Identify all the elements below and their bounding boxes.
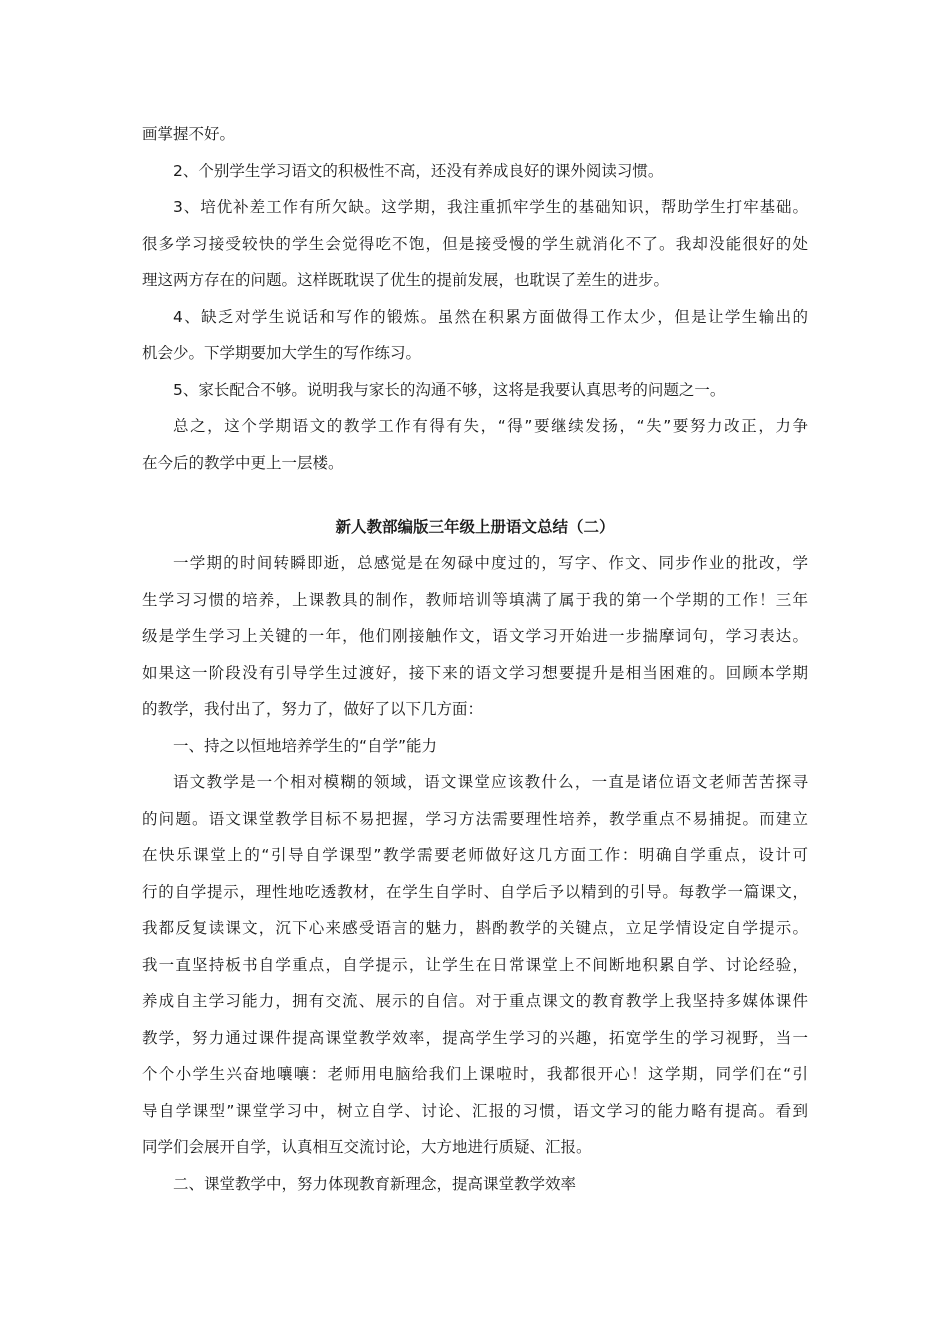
paragraph-line: 画掌握不好。 (142, 125, 236, 143)
paragraph-line: 导自学课型”课堂学习中，树立自学、讨论、汇报的习惯，语文学习的能力略有提高。看到 (142, 1101, 808, 1120)
paragraph-line: 很多学习接受较快的学生会觉得吃不饱，但是接受慢的学生就消化不了。我却没能很好的处 (142, 234, 808, 253)
paragraph-line: 我一直坚持板书自学重点，自学提示，让学生在日常课堂上不间断地积累自学、讨论经验， (142, 955, 808, 974)
paragraph-line: 同学们会展开自学，认真相互交流讨论，大方地进行质疑、汇报。 (142, 1138, 592, 1156)
document-page (142, 116, 808, 1202)
paragraph-line: 在快乐课堂上的“引导自学课型”教学需要老师做好这几方面工作：明确自学重点，设计可 (142, 846, 808, 864)
paragraph-line: 的问题。语文课堂教学目标不易把握，学习方法需要理性培养，教学重点不易捕捉。而建立 (142, 809, 808, 828)
paragraph-line: 机会少。下学期要加大学生的写作练习。 (142, 344, 422, 362)
paragraph-line: 总之，这个学期语文的教学工作有得有失，“得”要继续发扬，“失”要努力改正，力争 (173, 417, 808, 435)
paragraph-line: 2、个别学生学习语文的积极性不高，还没有养成良好的课外阅读习惯。 (173, 161, 664, 180)
paragraph-line: 3、培优补差工作有所欠缺。这学期，我注重抓牢学生的基础知识，帮助学生打牢基础。 (173, 198, 808, 216)
paragraph-line: 养成自主学习能力，拥有交流、展示的自信。对于重点课文的教育教学上我坚持多媒体课件 (142, 992, 808, 1010)
paragraph-line: 教学，努力通过课件提高课堂教学效率，提高学生学习的兴趣，拓宽学生的学习视野，当一 (142, 1028, 808, 1047)
paragraph-line: 一学期的时间转瞬即逝，总感觉是在匆碌中度过的，写字、作文、同步作业的批改，学 (173, 554, 808, 572)
paragraph-line: 个个小学生兴奋地嚷嚷：老师用电脑给我们上课啦时，我都很开心！这学期，同学们在“引 (142, 1065, 808, 1083)
paragraph-line: 生学习习惯的培养，上课教具的制作，教师培训等填满了属于我的第一个学期的工作！三年 (142, 590, 808, 609)
paragraph-line: 在今后的教学中更上一层楼。 (142, 453, 344, 472)
subheading-line: 二、课堂教学中，努力体现教育新理念，提高课堂教学效率 (173, 1174, 577, 1193)
paragraph-line: 5、家长配合不够。说明我与家长的沟通不够，这将是我要认真思考的问题之一。 (173, 380, 726, 399)
section-title: 新人教部编版三年级上册语文总结（二） (335, 518, 615, 536)
paragraph-line: 理这两方存在的问题。这样既耽误了优生的提前发展，也耽误了差生的进步。 (142, 271, 670, 289)
section-gap (142, 481, 808, 509)
paragraph-line: 如果这一阶段没有引导学生过渡好，接下来的语文学习想要提升是相当困难的。回顾本学期 (142, 663, 808, 682)
paragraph-line: 级是学生学习上关键的一年，他们刚接触作文，语文学习开始进一步揣摩词句，学习表达。 (142, 627, 808, 645)
paragraph-line: 我都反复读课文，沉下心来感受语言的魅力，斟酌教学的关键点，立足学情设定自学提示。 (142, 919, 808, 937)
paragraph-line: 行的自学提示，理性地吃透教材，在学生自学时、自学后予以精到的引导。每教学一篇课文， (142, 882, 808, 901)
paragraph-line: 语文教学是一个相对模糊的领域，语文课堂应该教什么，一直是诸位语文老师苦苦探寻 (173, 773, 808, 791)
paragraph-line: 的教学，我付出了，努力了，做好了以下几方面： (142, 700, 484, 718)
subheading-line: 一、持之以恒地培养学生的“自学”能力 (173, 736, 438, 755)
paragraph-line: 4、缺乏对学生说话和写作的锻炼。虽然在积累方面做得工作太少，但是让学生输出的 (173, 307, 808, 326)
